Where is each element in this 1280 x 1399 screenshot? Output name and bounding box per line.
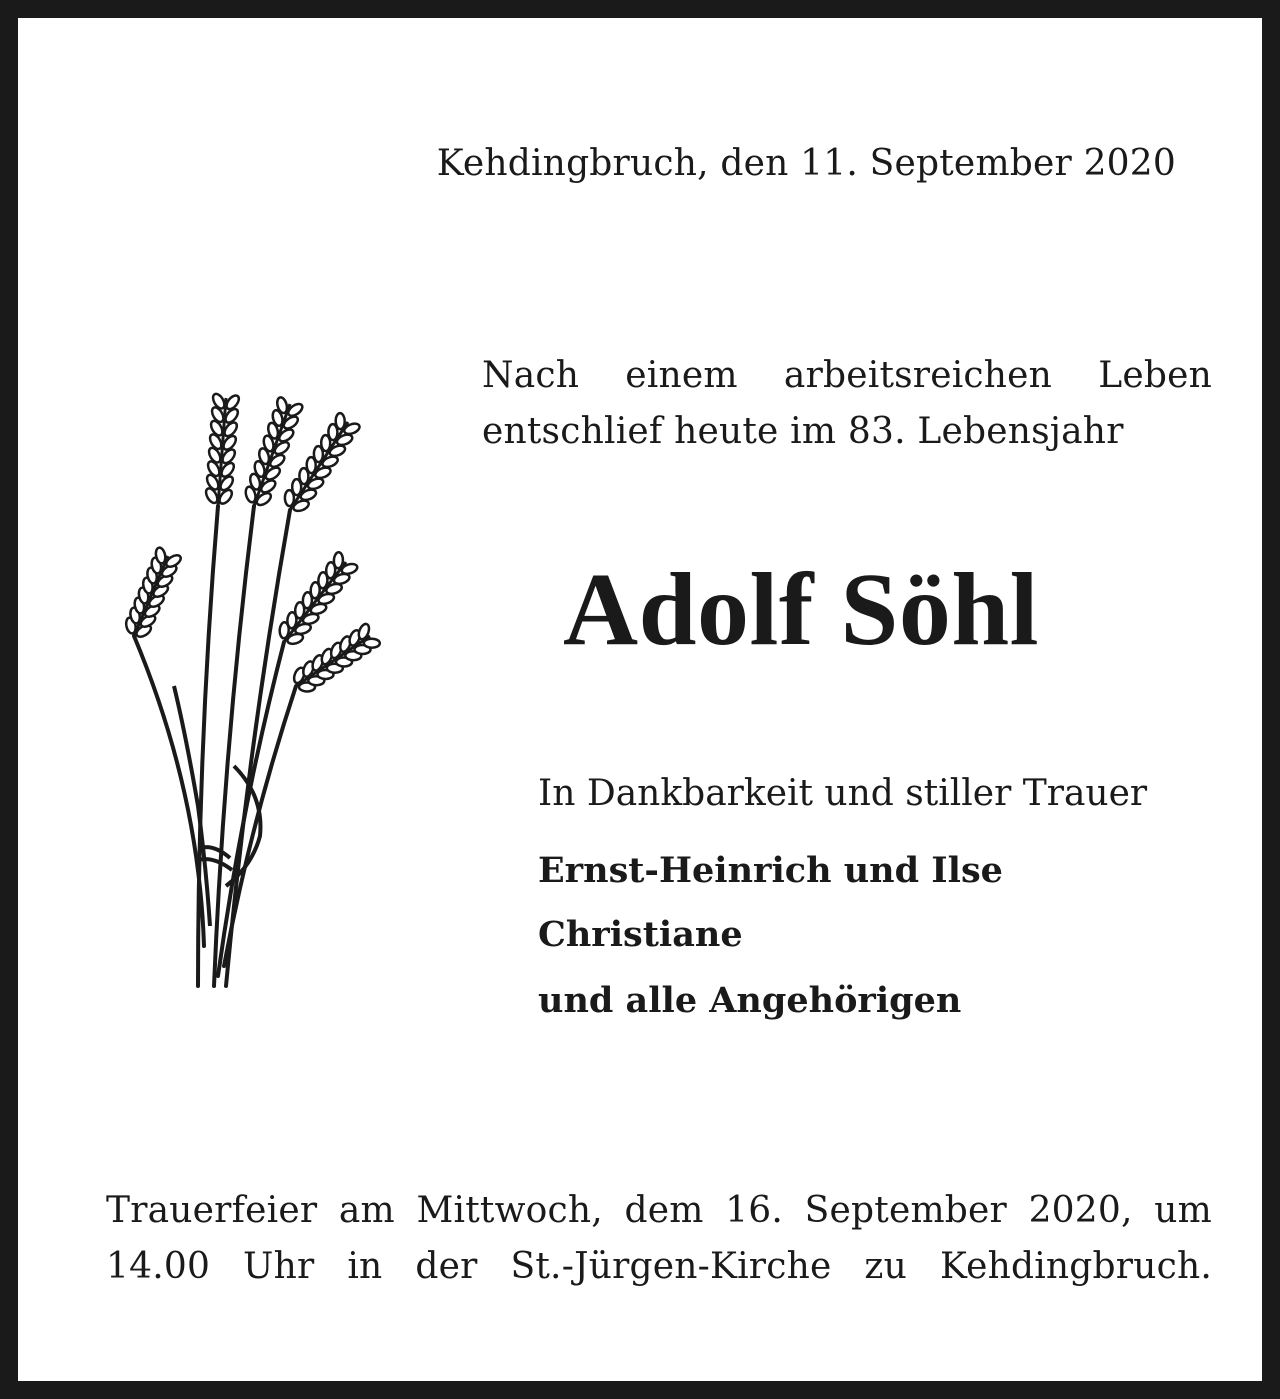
mourner-line: und alle Angehörigen (538, 980, 962, 1021)
service-details (106, 1183, 1212, 1295)
thanks-line: In Dankbarkeit und stiller Trauer (538, 773, 1148, 814)
wheat-ear (125, 547, 183, 639)
wheat-heads (125, 392, 380, 692)
service-line-2: 14.00 Uhr in der St.-Jürgen-Kirche zu Kehdingbruch. (106, 1246, 1212, 1287)
wheat-ear (285, 413, 361, 513)
intro-line-2: entschlief heute im 83. Lebensjahr (482, 411, 1124, 452)
deceased-name: Adolf Söhl (563, 552, 1040, 667)
date-line: Kehdingbruch, den 11. September 2020 (436, 143, 1176, 184)
intro-text (482, 348, 1212, 460)
mourner-line: Christiane (538, 914, 743, 955)
wheat-stem (218, 642, 284, 976)
wheat-ear (204, 392, 242, 506)
wheat-bundle-icon (114, 386, 390, 1014)
wheat-ear (279, 552, 358, 645)
intro-line-1: Nach einem arbeitsreichen Leben (482, 355, 1212, 396)
service-line-1: Trauerfeier am Mittwoch, dem 16. September 2020, um (106, 1190, 1212, 1231)
mourner-line: Ernst-Heinrich und Ilse (538, 850, 1003, 891)
